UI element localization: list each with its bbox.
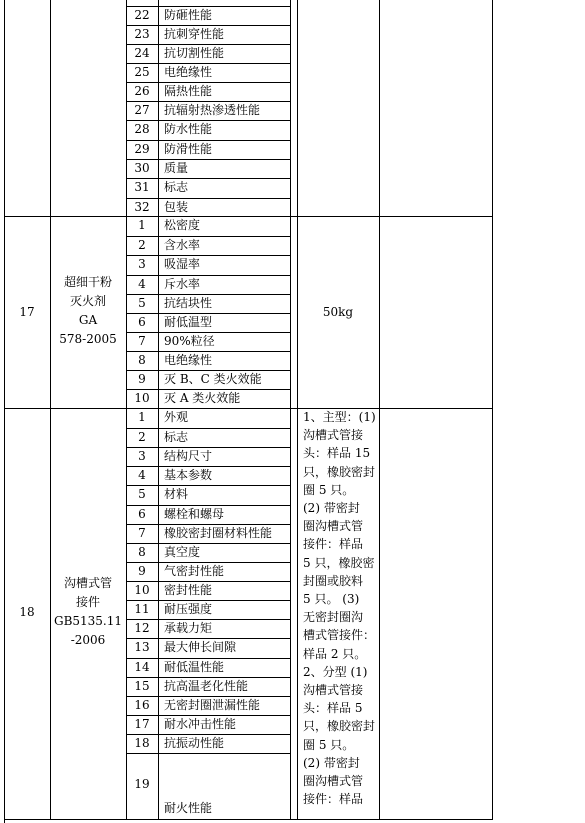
item-number: 2 <box>138 238 146 252</box>
item-name: 灭 B、C 类火效能 <box>164 372 262 386</box>
item-name: 灭 A 类火效能 <box>164 391 241 405</box>
row-line <box>126 485 291 486</box>
sample-quantity-line: 圈 5 只。 <box>303 737 355 752</box>
row-line <box>126 332 291 333</box>
item-number: 13 <box>134 640 150 654</box>
row-line <box>126 658 291 659</box>
item-number: 8 <box>138 353 146 367</box>
item-number: 31 <box>134 180 150 194</box>
row-line <box>126 505 291 506</box>
item-name: 耐低温性能 <box>164 660 225 674</box>
item-number: 5 <box>138 296 146 310</box>
row-line <box>126 63 291 64</box>
item-number: 27 <box>134 103 150 117</box>
product-name-line: 578-2005 <box>59 332 117 346</box>
item-name: 无密封圈泄漏性能 <box>164 698 261 712</box>
row-line <box>126 389 291 390</box>
item-number: 12 <box>134 621 150 635</box>
item-name: 斥水率 <box>164 277 201 291</box>
item-name: 密封性能 <box>164 583 213 597</box>
item-number: 26 <box>134 84 150 98</box>
column-line <box>379 0 380 819</box>
item-number: 16 <box>134 698 150 712</box>
item-number: 3 <box>138 449 146 463</box>
item-name: 橡胶密封圈材料性能 <box>164 526 273 540</box>
product-name-line: GA <box>78 313 98 327</box>
item-number: 17 <box>134 717 150 731</box>
item-name: 耐火性能 <box>164 801 213 815</box>
item-name: 耐压强度 <box>164 602 213 616</box>
item-number: 28 <box>134 122 150 136</box>
product-name-line: 沟槽式管 <box>63 576 112 590</box>
item-number: 3 <box>138 257 146 271</box>
item-name: 标志 <box>164 180 189 194</box>
sample-quantity-line: 圈沟槽式管 <box>303 774 364 788</box>
item-name: 耐低温型 <box>164 315 213 329</box>
row-line <box>126 178 291 179</box>
row-line <box>126 619 291 620</box>
column-line <box>50 0 51 819</box>
item-name: 隔热性能 <box>164 84 213 98</box>
item-name: 含水率 <box>164 238 201 252</box>
row-line <box>126 198 291 199</box>
row-line <box>126 638 291 639</box>
sample-quantity-line: 封圈或胶料 <box>303 573 364 588</box>
row-line <box>126 753 291 754</box>
sample-quantity-line: 1、主型：(1) <box>303 410 376 424</box>
item-number: 10 <box>134 391 150 405</box>
item-name: 抗振动性能 <box>164 736 225 750</box>
item-number: 11 <box>134 602 150 616</box>
item-number: 1 <box>138 410 146 424</box>
item-name: 承载力矩 <box>164 621 213 635</box>
row-line <box>126 447 291 448</box>
item-name: 90%粒径 <box>164 334 215 348</box>
item-number: 7 <box>138 526 146 540</box>
row-line <box>126 159 291 160</box>
item-number: 24 <box>134 46 150 60</box>
row-line <box>126 581 291 582</box>
item-name: 标志 <box>164 430 189 444</box>
item-number: 7 <box>138 334 146 348</box>
item-number: 15 <box>134 679 150 693</box>
item-name: 抗切割性能 <box>164 46 225 60</box>
item-number: 1 <box>138 218 146 232</box>
sample-quantity-line: (2) 带密封 <box>303 501 360 515</box>
item-number: 29 <box>134 142 150 156</box>
item-name: 松密度 <box>164 218 201 232</box>
row-line <box>126 236 291 237</box>
row-line <box>126 466 291 467</box>
sample-quantity-line: 头：样品 5 <box>303 701 363 716</box>
row-line <box>126 715 291 716</box>
item-number: 5 <box>138 487 146 501</box>
sample-quantity-line: 2、分型 (1) <box>303 664 368 679</box>
sample-quantity-line: 接件：样品 <box>303 792 364 807</box>
row-line <box>126 428 291 429</box>
sample-quantity-line: 样品 2 只。 <box>303 646 367 661</box>
item-number: 8 <box>138 545 146 559</box>
item-number: 25 <box>134 65 150 79</box>
row-line <box>126 313 291 314</box>
item-name: 防砸性能 <box>164 8 213 22</box>
item-name: 抗辐射热渗透性能 <box>164 103 261 117</box>
table-border-bottom <box>4 819 493 820</box>
row-line <box>126 600 291 601</box>
item-name: 抗高温老化性能 <box>164 679 249 693</box>
group-index: 17 <box>19 305 35 319</box>
sample-quantity-line: 只，橡胶密封 <box>303 464 376 479</box>
row-line <box>126 524 291 525</box>
row-line <box>126 734 291 735</box>
item-name: 材料 <box>164 487 189 501</box>
row-line <box>126 25 291 26</box>
item-number: 18 <box>134 736 150 750</box>
sample-quantity-line: 5 只。 (3) <box>303 592 360 606</box>
item-name: 最大伸长间隙 <box>164 640 237 654</box>
row-line <box>126 562 291 563</box>
sample-quantity-line: 沟槽式管接 <box>303 683 364 697</box>
sample-quantity-line: 无密封圈沟 <box>303 610 364 625</box>
sample-quantity-line: 接件：样品 <box>303 537 364 552</box>
item-name: 基本参数 <box>164 468 213 482</box>
item-name: 气密封性能 <box>164 564 225 578</box>
row-line <box>126 677 291 678</box>
item-number: 9 <box>138 372 146 386</box>
item-number: 4 <box>138 277 146 291</box>
row-line <box>126 543 291 544</box>
item-name: 螺栓和螺母 <box>164 507 225 521</box>
sample-quantity-line: 圈 5 只。 <box>303 482 355 497</box>
row-line <box>126 294 291 295</box>
sample-quantity-line: 只，橡胶密封 <box>303 719 376 734</box>
table-border-right <box>492 0 493 819</box>
item-number: 9 <box>138 564 146 578</box>
item-number: 2 <box>138 430 146 444</box>
sample-quantity-line: (2) 带密封 <box>303 755 360 770</box>
item-number: 10 <box>134 583 150 597</box>
item-name: 抗结块性 <box>164 296 213 310</box>
item-number: 14 <box>134 660 150 674</box>
row-line <box>126 696 291 697</box>
sample-quantity-line: 圈沟槽式管 <box>303 519 364 534</box>
product-name-line: 超细干粉 <box>63 275 112 289</box>
item-number: 19 <box>134 777 150 791</box>
column-line <box>297 0 298 819</box>
sample-quantity-line: 槽式管接件： <box>303 628 376 643</box>
sample-quantity-line: 头：样品 15 <box>303 446 371 461</box>
item-number: 30 <box>134 161 150 175</box>
item-name: 包装 <box>164 200 189 214</box>
row-line <box>126 82 291 83</box>
row-line <box>126 6 291 7</box>
product-name-line: -2006 <box>70 633 106 647</box>
item-name: 防滑性能 <box>164 142 213 156</box>
row-line <box>126 140 291 141</box>
row-line <box>126 351 291 352</box>
row-line <box>126 370 291 371</box>
row-line <box>126 44 291 45</box>
item-name: 电绝缘性 <box>164 65 213 79</box>
group-index: 18 <box>19 605 35 619</box>
item-number: 6 <box>138 507 146 521</box>
item-name: 防水性能 <box>164 122 213 136</box>
item-name: 吸湿率 <box>164 257 201 271</box>
item-number: 6 <box>138 315 146 329</box>
product-name-line: GB5135.11 <box>53 614 123 628</box>
group-separator <box>4 408 493 409</box>
item-name: 外观 <box>164 410 189 424</box>
row-line <box>126 101 291 102</box>
item-number: 32 <box>134 200 150 214</box>
item-number: 23 <box>134 27 150 41</box>
item-name: 电绝缘性 <box>164 353 213 367</box>
item-name: 耐水冲击性能 <box>164 717 237 731</box>
item-number: 22 <box>134 8 150 22</box>
sample-quantity-line: 沟槽式管接 <box>303 428 364 443</box>
row-line <box>126 255 291 256</box>
item-number: 4 <box>138 468 146 482</box>
product-name-line: 接件 <box>75 595 100 609</box>
group-separator <box>4 216 493 217</box>
row-line <box>126 120 291 121</box>
sample-quantity: 50kg <box>322 305 354 319</box>
item-name: 抗刺穿性能 <box>164 27 225 41</box>
item-name: 质量 <box>164 161 189 175</box>
item-name: 结构尺寸 <box>164 449 213 463</box>
table-border-left <box>4 0 5 823</box>
row-line <box>126 275 291 276</box>
sample-quantity-line: 5 只，橡胶密 <box>303 555 375 570</box>
product-name-line: 灭火剂 <box>69 294 106 308</box>
item-name: 真空度 <box>164 545 201 559</box>
